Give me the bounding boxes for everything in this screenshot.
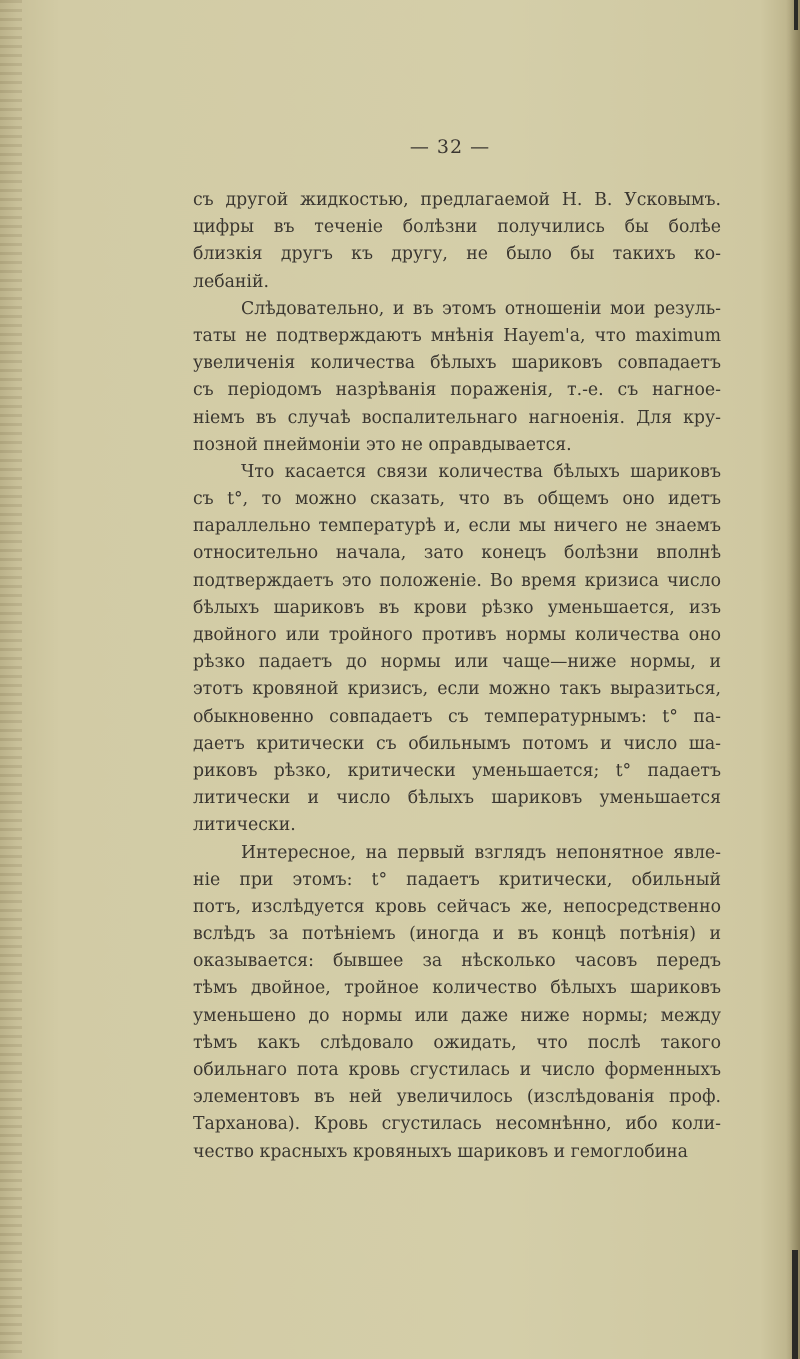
text-line: позной пнеймоніи это не оправдывается.	[193, 434, 572, 455]
text-line: бѣлыхъ шариковъ въ крови рѣзко уменьшается, изъ	[193, 597, 721, 618]
text-line: относительно начала, зато конецъ болѣзни вполнѣ	[193, 543, 721, 564]
text-line: вслѣдъ за потѣніемъ (иногда и въ концѣ потѣнія) и	[193, 924, 721, 945]
text-line: Что касается связи количества бѣлыхъ шариковъ	[241, 461, 721, 482]
paragraph	[193, 459, 721, 840]
text-line: литически и число бѣлыхъ шариковъ уменьшается	[193, 788, 721, 809]
text-line: съ періодомъ назрѣванія пораженія, т.-е. съ нагное-	[193, 380, 721, 401]
text-line: двойного или тройного противъ нормы количества оно	[193, 625, 721, 645]
paragraph	[193, 187, 721, 296]
text-line: уменьшено до нормы или даже ниже нормы; между	[193, 1005, 721, 1026]
text-line: тѣмъ двойное, тройное количество бѣлыхъ шариковъ	[193, 978, 721, 999]
page-number: — 32 —	[409, 136, 491, 158]
body-text	[193, 187, 721, 1166]
text-line: этотъ кровяной кризисъ, если можно такъ выразиться,	[193, 679, 721, 700]
text-line: тѣмъ какъ слѣдовало ожидать, что послѣ такого	[193, 1032, 721, 1053]
text-line: обыкновенно совпадаетъ съ температурнымъ: t° па-	[193, 706, 721, 727]
text-line: рѣзко падаетъ до нормы или чаще—ниже нормы, и	[193, 652, 721, 673]
text-line: даетъ критически съ обильнымъ потомъ и число ша-	[193, 733, 721, 754]
text-line: оказывается: бывшее за нѣсколько часовъ передъ	[193, 951, 721, 972]
text-line: съ t°, то можно сказать, что въ общемъ оно идетъ	[193, 489, 721, 510]
text-line: обильнаго пота кровь сгустилась и число форменныхъ	[193, 1060, 721, 1080]
text-line: чество красныхъ кровяныхъ шариковъ и гемоглобина	[193, 1141, 688, 1162]
page-binding-edge	[0, 0, 22, 1359]
text-line: Тарханова). Кровь сгустилась несомнѣнно, ибо коли-	[193, 1114, 721, 1135]
page-right-edge	[786, 0, 800, 1359]
text-line: лебаній.	[193, 271, 269, 292]
text-line: цифры въ теченіе болѣзни получились бы болѣе	[193, 217, 721, 238]
text-line: ніе при этомъ: t° падаетъ критически, обильный	[193, 869, 721, 890]
text-line: потъ, изслѣдуется кровь сейчасъ же, непосредственно	[193, 896, 721, 917]
paragraph	[193, 296, 721, 459]
text-line: литически.	[193, 815, 296, 836]
text-line: элементовъ въ ней увеличилось (изслѣдованія проф.	[193, 1087, 721, 1108]
text-line: риковъ рѣзко, критически уменьшается; t° падаетъ	[193, 760, 721, 781]
text-line: параллельно температурѣ и, если мы ничего не знаемъ	[193, 516, 721, 537]
text-line: подтверждаетъ это положеніе. Во время кризиса число	[193, 570, 721, 591]
text-line: Интересное, на первый взглядъ непонятное явле-	[241, 842, 721, 863]
text-line: ніемъ въ случаѣ воспалительнаго нагноенія. Для кру-	[193, 407, 721, 428]
text-line: съ другой жидкостью, предлагаемой Н. В. Усковымъ.	[193, 190, 721, 210]
text-line: близкія другъ къ другу, не было бы такихъ ко-	[193, 244, 721, 265]
text-line: Слѣдовательно, и въ этомъ отношеніи мои резуль-	[241, 298, 721, 319]
paragraph	[193, 840, 721, 1166]
text-line: увеличенія количества бѣлыхъ шариковъ совпадаетъ	[193, 353, 721, 374]
text-line: таты не подтверждаютъ мнѣнія Hayem'а, что maximum	[193, 325, 721, 346]
